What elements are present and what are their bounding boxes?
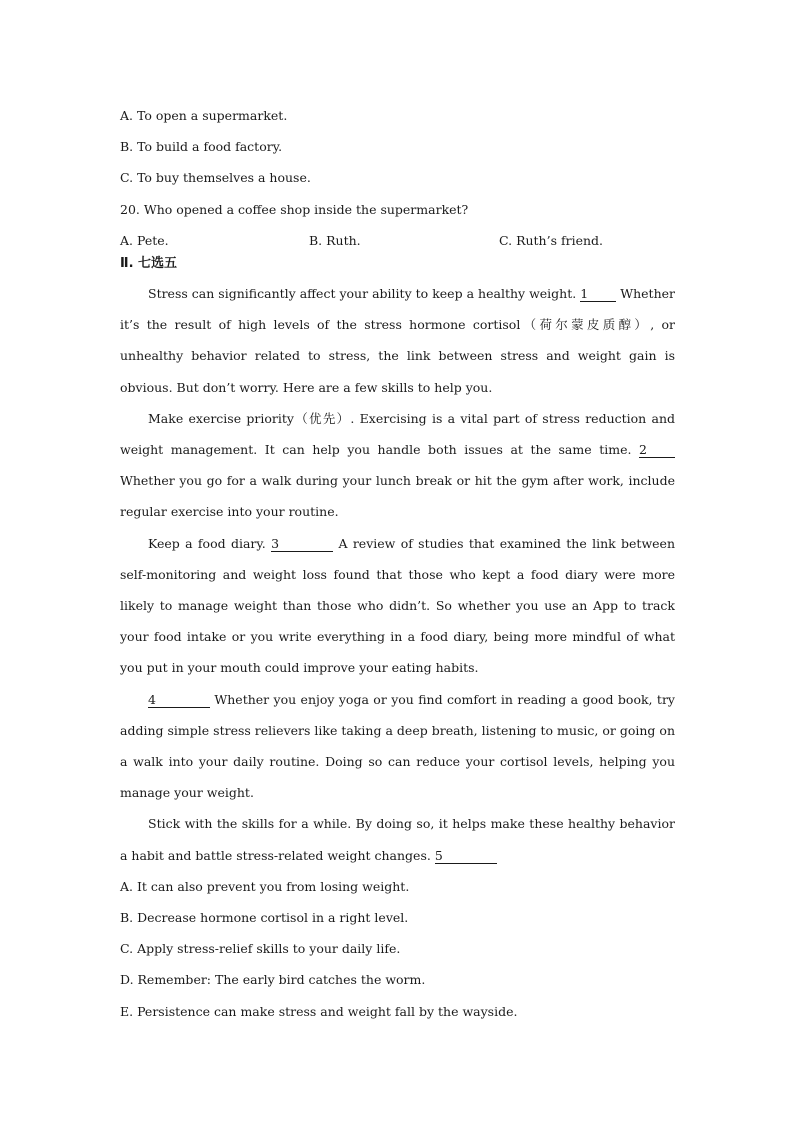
choice-a: A. It can also prevent you from losing weight. bbox=[120, 878, 410, 894]
passage-paragraph-5: Stick with the skills for a while. By doing so, it helps make these healthy behavior a habit and battle stress-related weight changes. 5 bbox=[120, 816, 675, 863]
passage-paragraph-2: Make exercise priority（优先）. Exercising is a vital part of stress reduction and weight management. It can help you handle both issues at the same time. 2 Whether you go for a walk during your lunch break or hit the gym after work, include regular exercise into your routine. bbox=[120, 410, 675, 520]
q20-option-c: C. Ruth’s friend. bbox=[499, 232, 603, 248]
passage-paragraph-4: 4 Whether you enjoy yoga or you find comfort in reading a good book, try adding simple stress relievers like taking a deep breath, listening to music, or going on a walk into your daily routine. Doing so can reduce your cortisol levels, helping you manage your weight. bbox=[120, 691, 675, 801]
blank-1: 1 bbox=[580, 286, 616, 302]
q20-option-a: A. Pete. bbox=[120, 232, 169, 248]
document-page bbox=[120, 100, 675, 1027]
q20-option-b: B. Ruth. bbox=[309, 232, 361, 248]
q19-option-b: B. To build a food factory. bbox=[120, 139, 283, 155]
passage-paragraph-3: Keep a food diary. 3 A review of studies that examined the link between self-monitoring and weight loss found that those who kept a food diary were more likely to manage weight than those who didn’t. So whether you use an App to track your food intake or you write everything in a food diary, being more mindful of what you put in your mouth could improve your eating habits. bbox=[120, 535, 675, 676]
passage-paragraph-1: Stress can significantly affect your ability to keep a healthy weight. 1 Whether it’s the result of high levels of the stress hormone cortisol（荷尔蒙皮质醇）, or unhealthy behavior related to stress, the link between stress and weight gain is obvious. But don’t worry. Here are a few skills to help you. bbox=[120, 286, 676, 395]
choice-e: E. Persistence can make stress and weight fall by the wayside. bbox=[120, 1003, 518, 1019]
choice-b: B. Decrease hormone cortisol in a right level. bbox=[120, 910, 409, 926]
q20-options bbox=[120, 225, 675, 256]
q19-option-a: A. To open a supermarket. bbox=[120, 108, 288, 123]
blank-2: 2 bbox=[639, 442, 675, 458]
blank-4: 4 bbox=[148, 692, 210, 708]
q20-question: 20. Who opened a coffee shop inside the supermarket? bbox=[120, 201, 469, 217]
q19-option-c: C. To buy themselves a house. bbox=[120, 170, 311, 186]
blank-3: 3 bbox=[271, 536, 333, 552]
section-title: Ⅱ. 七选五 bbox=[120, 256, 178, 272]
blank-5: 5 bbox=[435, 848, 497, 864]
choice-c: C. Apply stress-relief skills to your daily life. bbox=[120, 941, 401, 957]
choice-d: D. Remember: The early bird catches the worm. bbox=[120, 972, 426, 988]
